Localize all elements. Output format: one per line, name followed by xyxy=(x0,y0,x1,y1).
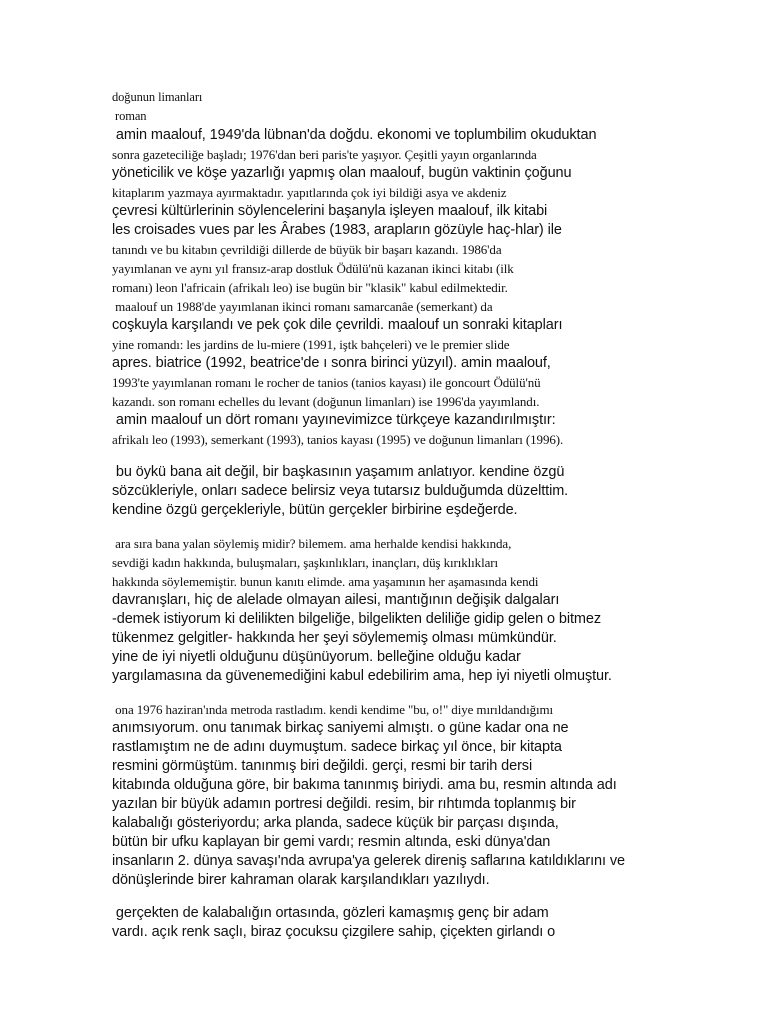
bio-line: les croisades vues par les Ârabes (1983, arapların gözüyle haç-hlar) ile xyxy=(112,222,562,238)
text-line: kendine özgü gerçekleriyle, bütün gerçekler birbirine eşdeğerde. xyxy=(112,502,518,518)
paragraph-gap xyxy=(112,520,712,534)
bio-line: amin maalouf, 1949'da lübnan'da doğdu. ekonomi ve toplumbilim okuduktan xyxy=(112,127,597,143)
paragraph-gap xyxy=(112,449,712,463)
bio-line: coşkuyla karşılandı ve pek çok dile çevrildi. maalouf un sonraki kitapları xyxy=(112,317,563,333)
bio-line: apres. biatrice (1992, beatrice'de ı sonra birinci yüzyıl). amin maalouf, xyxy=(112,355,551,371)
paragraph-1 xyxy=(112,463,712,520)
bio-line: sonra gazeteciliğe başladı; 1976'dan beri paris'te yaşıyor. Çeşitli yayın organlarında xyxy=(112,147,537,162)
document-body xyxy=(112,88,712,942)
bio-line: maalouf un 1988'de yayımlanan ikinci romanı samarcanâe (semerkant) da xyxy=(112,299,493,314)
text-line: insanların 2. dünya savaşı'nda avrupa'ya gelerek direniş saflarına katıldıklarını ve xyxy=(112,853,625,869)
paragraph-4 xyxy=(112,904,712,942)
book-genre: roman xyxy=(112,109,147,123)
text-line: ara sıra bana yalan söylemiş midir? bilemem. ama herhalde kendisi hakkında, xyxy=(112,536,512,551)
text-line: tükenmez gelgitler- hakkında her şeyi söylememiş olması mümkündür. xyxy=(112,630,557,646)
text-line: bütün bir ufku kaplayan bir gemi vardı; resmin altında, eski dünya'dan xyxy=(112,834,551,850)
text-line: resmini görmüştüm. tanınmış biri değildi. gerçi, resmi bir tarih dersi xyxy=(112,758,533,774)
bio-line: romanı) leon l'africain (afrikalı leo) ise bugün bir "klasik" kabul edilmektedir. xyxy=(112,280,508,295)
bio-line: amin maalouf un dört romanı yayınevimizce türkçeye kazandırılmıştır: xyxy=(112,412,556,428)
text-line: yine de iyi niyetli olduğunu düşünüyorum. belleğine olduğu kadar xyxy=(112,649,521,665)
text-line: yargılamasına da güvenemediğini kabul edebilirim ama, hep iyi niyetli olmuştur. xyxy=(112,668,612,684)
text-line: sözcükleriyle, onları sadece belirsiz veya tutarsız bulduğumda düzelttim. xyxy=(112,483,569,499)
text-line: anımsıyorum. onu tanımak birkaç saniyemi almıştı. o güne kadar ona ne xyxy=(112,720,569,736)
paragraph-gap xyxy=(112,686,712,700)
book-title: doğunun limanları xyxy=(112,90,203,104)
text-line: bu öykü bana ait değil, bir başkasının yaşamım anlatıyor. kendine özgü xyxy=(112,464,565,480)
bio-line: yine romandı: les jardins de lu-miere (1991, iştk bahçeleri) ve le premier slide xyxy=(112,337,510,352)
bio-line: kazandı. son romanı echelles du levant (doğunun limanları) ise 1996'da yayımlandı. xyxy=(112,394,540,409)
bio-line: yöneticilik ve köşe yazarlığı yapmış olan maalouf, bugün vaktinin çoğunu xyxy=(112,165,572,181)
bio-line: tanındı ve bu kitabın çevrildiği dillerde de büyük bir başarı kazandı. 1986'da xyxy=(112,242,502,257)
bio-line: afrikalı leo (1993), semerkant (1993), tanios kayası (1995) ve doğunun limanları (1996). xyxy=(112,432,564,447)
text-line: rastlamıştım ne de adını duymuştum. sadece birkaç yıl önce, bir kitapta xyxy=(112,739,562,755)
bio-line: yayımlanan ve aynı yıl fransız-arap dostluk Ödülü'nü kazanan ikinci kitabı (ilk xyxy=(112,261,514,276)
text-line: vardı. açık renk saçlı, biraz çocuksu çizgilere sahip, çiçekten girlandı o xyxy=(112,924,556,940)
text-line: -demek istiyorum ki delilikten bilgeliğe, bilgelikten deliliğe gidip gelen o bitmez xyxy=(112,611,601,627)
bio-line: kitaplarım yazmaya ayırmaktadır. yapıtlarında çok iyi bildiği asya ve akdeniz xyxy=(112,185,507,200)
text-line: sevdiği kadın hakkında, buluşmaları, şaşkınlıkları, inançları, düş kırıklıkları xyxy=(112,555,498,570)
text-line: yazılan bir büyük adamın portresi değildi. resim, bir rıhtımda toplanmış bir xyxy=(112,796,576,812)
text-line: kalabalığı gösteriyordu; arka planda, sadece küçük bir parçası dışında, xyxy=(112,815,559,831)
text-line: davranışları, hiç de alelade olmayan ailesi, mantığının değişik dalgaları xyxy=(112,592,560,608)
paragraph-gap xyxy=(112,890,712,904)
bio-line: 1993'te yayımlanan romanı le rocher de tanios (tanios kayası) ile goncourt Ödülü'nü xyxy=(112,375,541,390)
text-line: kitabında olduğuna göre, bir bakıma tanınmış biriydi. ama bu, resmin altında adı xyxy=(112,777,617,793)
text-line: ona 1976 haziran'ında metroda rastladım. kendi kendime "bu, o!" diye mırıldandığımı xyxy=(112,702,554,717)
paragraph-2 xyxy=(112,534,712,686)
text-line: dönüşlerinde birer kahraman olarak karşılandıkları yazılıydı. xyxy=(112,872,490,888)
bio-line: çevresi kültürlerinin söylencelerini başanyla işleyen maalouf, ilk kitabi xyxy=(112,203,548,219)
paragraph-3 xyxy=(112,700,712,890)
author-bio xyxy=(112,126,712,449)
text-line: gerçekten de kalabalığın ortasında, gözleri kamaşmış genç bir adam xyxy=(112,905,549,921)
text-line: hakkında söylememiştir. bunun kanıtı elimde. ama yaşamının her aşamasında kendi xyxy=(112,574,539,589)
